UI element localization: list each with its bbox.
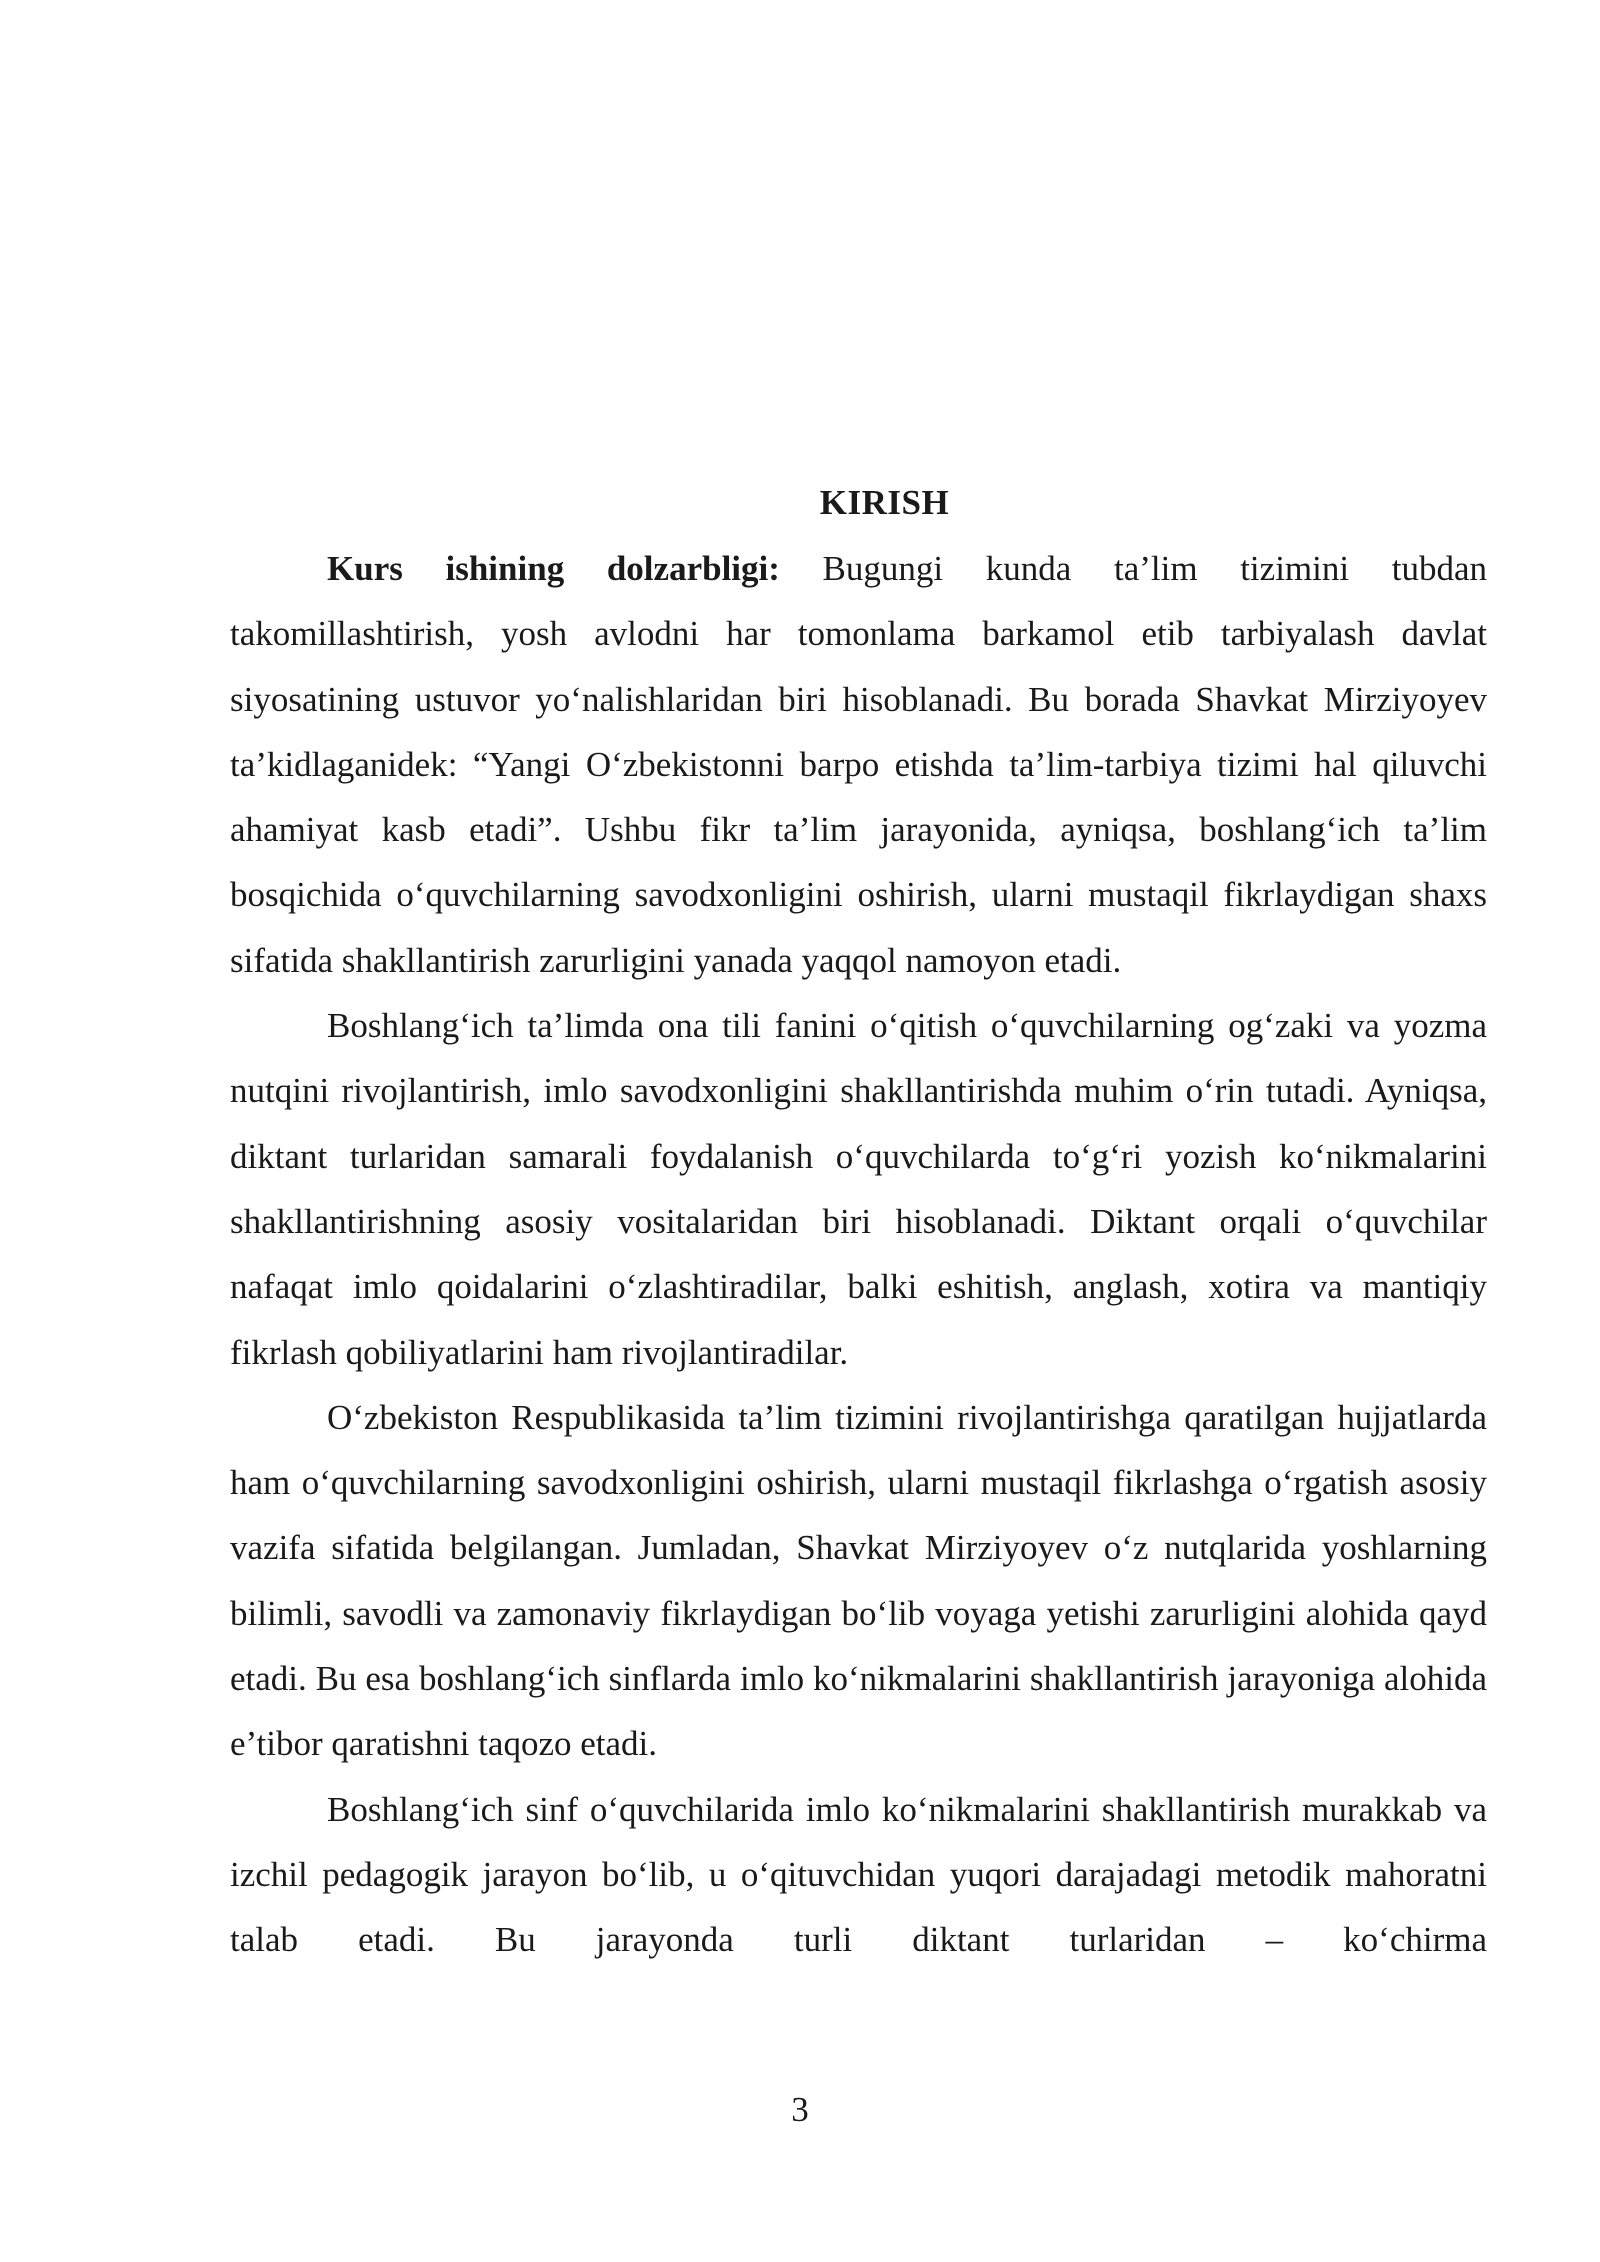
paragraph-dictation: Boshlang‘ich ta’limda ona tili fanini o‘qitish o‘quvchilarning og‘zaki va yozma nutqini rivojlantirish, imlo savodxonligini shakllantirishda muhim o‘rin tutadi. Ayniqsa, diktant turlaridan samarali foydalanish o‘quvchilarda to‘g‘ri yozish ko‘nikmalarini shakllantirishning asosiy vositalaridan biri hisoblanadi. Diktant orqali o‘quvchilar nafaqat imlo qoidalarini o‘zlashtiradilar, balki eshitish, anglash, xotira va mantiqiy fikrlash qobiliyatlarini ham rivojlantiradilar. [230,1006,1487,1372]
page-number: 3 [791,2090,809,2129]
body-text [230,536,1487,1973]
section-heading: KIRISH [819,483,950,522]
paragraph-lead: Kurs ishining dolzarbligi: [327,549,780,588]
paragraph-skills: Boshlang‘ich sinf o‘quvchilarida imlo ko‘nikmalarini shakllantirish murakkab va izchil pedagogik jarayon bo‘lib, u o‘qituvchidan yuqori darajadagi metodik mahoratni talab etadi. Bu jarayonda turli diktant turlaridan – ko‘chirma [230,1789,1487,1960]
paragraph-republic: O‘zbekiston Respublikasida ta’lim tizimini rivojlantirishga qaratilgan hujjatlarda ham o‘quvchilarning savodxonligini oshirish, ularni mustaqil fikrlashga o‘rgatish asosiy vazifa sifatida belgilangan. Jumladan, Shavkat Mirziyoyev o‘z nutqlarida yoshlarning bilimli, savodli va zamonaviy fikrlaydigan bo‘lib voyaga yetishi zarurligini alohida qayd etadi. Bu esa boshlang‘ich sinflarda imlo ko‘nikmalarini shakllantirish jarayoniga alohida e’tibor qaratishni taqozo etadi. [230,1397,1487,1764]
paragraph-text: Bugungi kunda ta’lim tizimini tubdan takomillashtirish, yosh avlodni har tomonlama barkamol etib tarbiyalash davlat siyosatining ustuvor yo‘nalishlaridan biri hisoblanadi. Bu borada Shavkat Mirziyoyev ta’kidlaganidek: “Yangi O‘zbekistonni barpo etishda ta’lim-tarbiya tizimi hal qiluvchi ahamiyat kasb etadi”. Ushbu fikr ta’lim jarayonida, ayniqsa, boshlang‘ich ta’lim bosqichida o‘quvchilarning savodxonligini oshirish, ularni mustaqil fikrlaydigan shaxs sifatida shakllantirish zarurligini yanada yaqqol namoyon etadi. [230,549,1488,980]
paragraph-relevance [230,536,1487,993]
